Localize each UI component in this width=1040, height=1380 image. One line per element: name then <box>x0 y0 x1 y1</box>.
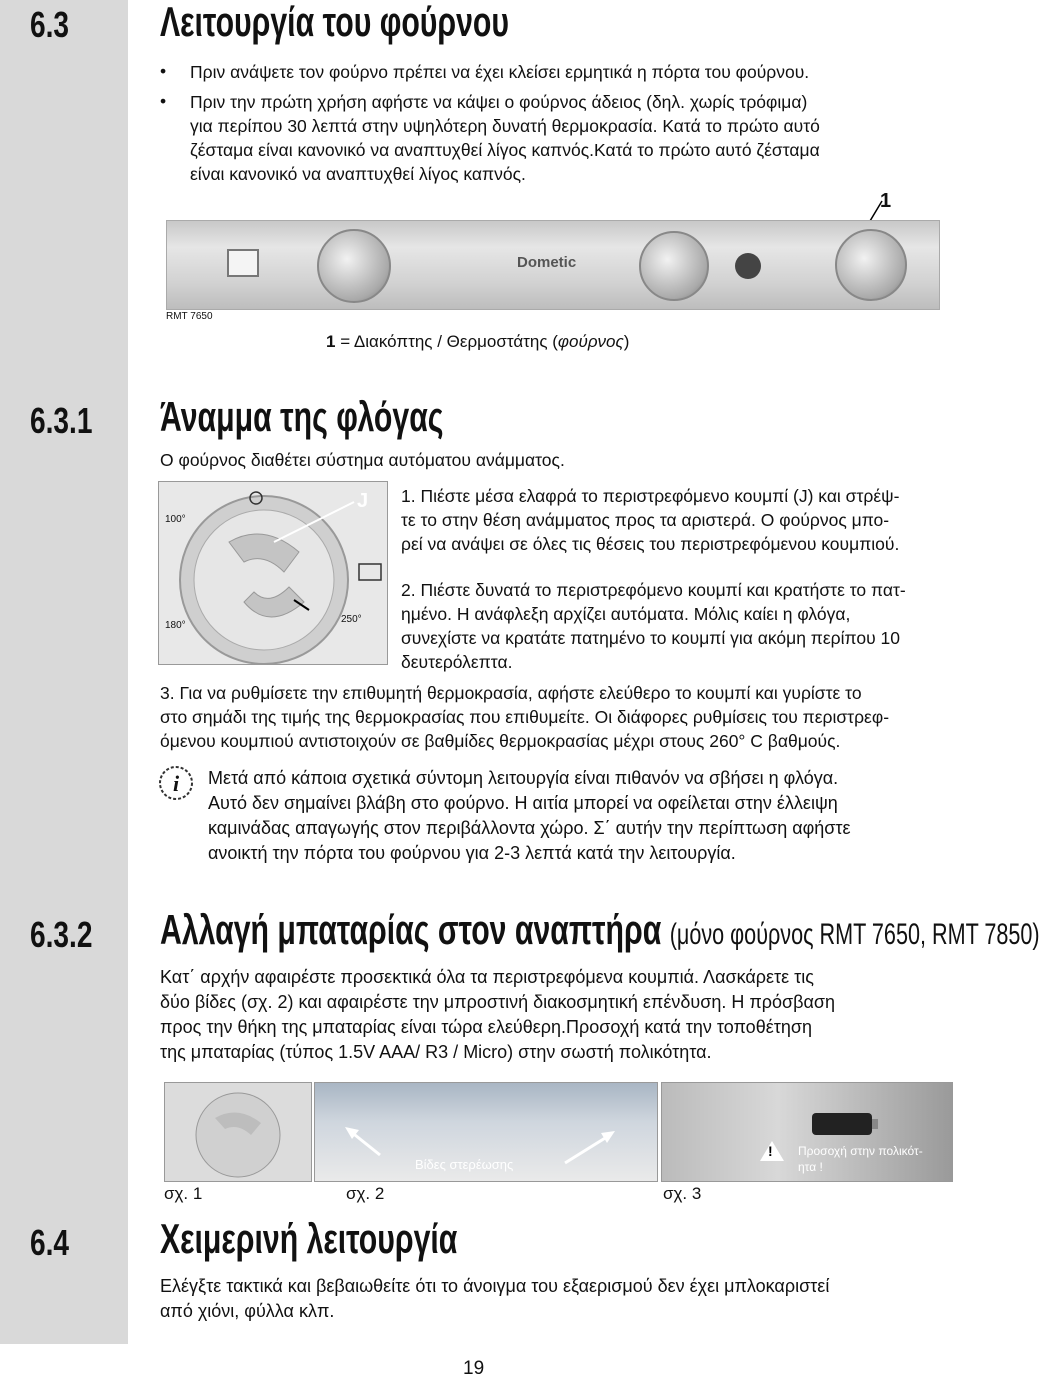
intro-text: Ο φούρνος διαθέτει σύστημα αυτόματου ανάμματος. <box>160 450 565 470</box>
note-text: Αυτό δεν σημαίνει βλάβη στο φούρνο. Η αιτία μπορεί να οφείλεται στην έλλειψη <box>208 793 838 813</box>
body-text: της μπαταρίας (τύπος 1.5V AAA/ R3 / Micro) στην σωστή πολικότητα. <box>160 1042 712 1062</box>
step-text: 2. Πιέστε δυνατά το περιστρεφόμενο κουμπί και κρατήστε το πατ- <box>401 580 906 600</box>
section-number: 6.3 <box>30 4 70 45</box>
temp-180-label: 180° <box>165 620 186 631</box>
control-panel-photo <box>166 220 940 310</box>
section-number: 6.3.2 <box>30 914 93 955</box>
step-text: ημένο. Η ανάφλεξη αρχίζει αυτόματα. Μόλις καίει η φλόγα, <box>401 604 851 624</box>
step-text: τε το στην θέση ανάμματος προς τα αριστερά. Ο φούρνος μπο- <box>401 510 890 530</box>
step-text: 3. Για να ρυθμίσετε την επιθυμητή θερμοκρασία, αφήστε ελεύθερο το κουμπί και γυρίστε το <box>160 683 862 703</box>
bullet-text: για περίπου 30 λεπτά στην υψηλότερη δυνατή θερμοκρασία. Κατά το πρώτο αυτό <box>190 116 820 136</box>
body-text: Ελέγξτε τακτικά και βεβαιωθείτε ότι το άνοιγμα του εξαερισμού δεν έχει μπλοκαριστεί <box>160 1276 830 1296</box>
knob-callout: J <box>357 490 369 512</box>
polarity-warning-line: Προσοχή στην πολικότ- <box>798 1144 923 1158</box>
step-text: συνεχίστε να κρατάτε πατημένο το κουμπί για ακόμη περίπου 10 <box>401 628 900 648</box>
bullet-text: Πριν την πρώτη χρήση αφήστε να κάψει ο φούρνος άδειος (δηλ. χωρίς τρόφιμα) <box>190 92 808 112</box>
screws-label: Βίδες στερέωσης <box>415 1157 514 1172</box>
body-text: Κατ΄ αρχήν αφαιρέστε προσεκτικά όλα τα περιστρεφόμενα κουμπιά. Λασκάρετε τις <box>160 967 814 987</box>
legend-text: = Διακόπτης / Θερμοστάτης ( <box>340 332 558 351</box>
figure-caption: σχ. 2 <box>346 1184 385 1203</box>
svg-text:i: i <box>172 771 180 796</box>
note-text: Μετά από κάποια σχετικά σύντομη λειτουργία είναι πιθανόν να σβήσει η φλόγα. <box>208 768 839 788</box>
body-text: προς την θήκη της μπαταρίας είναι τώρα ελεύθερη.Προσοχή κατά την τοποθέτηση <box>160 1017 812 1037</box>
figure-2-photo <box>314 1082 658 1182</box>
section-title-main: Αλλαγή μπαταρίας στον αναπτήρα <box>160 906 662 953</box>
section-subtitle: (μόνο φούρνος RMT 7650, RMT 7850) <box>669 918 1040 951</box>
legend-number: 1 <box>326 332 336 351</box>
warning-icon: ! <box>768 1143 773 1159</box>
section-number: 6.4 <box>30 1222 70 1263</box>
section-title: Άναμμα της φλόγας <box>160 393 444 440</box>
bullet-dot: • <box>160 91 167 111</box>
figure-1-photo <box>164 1082 312 1182</box>
callout-number: 1 <box>880 190 892 212</box>
knob-illustration <box>165 1083 311 1181</box>
body-text: δύο βίδες (σχ. 2) και αφαιρέστε την μπροστινή διακοσμητική επένδυση. Η πρόσβαση <box>160 992 836 1012</box>
section-sidebar <box>0 0 128 1344</box>
temp-100-label: 100° <box>165 514 186 525</box>
figure-caption: σχ. 3 <box>663 1184 702 1203</box>
step-text: στο σημάδι της τιμής της θερμοκρασίας που επιθυμείτε. Οι διάφορες ρυθμίσεις του περιστρεφ- <box>160 707 890 727</box>
legend-end: ) <box>623 332 630 351</box>
section-number: 6.3.1 <box>30 400 93 441</box>
figure-legend <box>326 330 629 354</box>
body-text: από χιόνι, φύλλα κλπ. <box>160 1301 335 1321</box>
temp-250-label: 250° <box>341 614 362 625</box>
legend-italic: φούρνος <box>557 332 624 351</box>
burner-knob <box>639 231 709 301</box>
brand-logo: Dometic <box>517 254 577 271</box>
bullet-text: είναι κανονικό να αναπτυχθεί λίγος καπνός. <box>190 164 526 184</box>
knob-photo <box>158 481 388 665</box>
section-title <box>160 906 1040 954</box>
knob-illustration <box>159 482 387 664</box>
section-title: Χειμερινή λειτουργία <box>160 1215 458 1262</box>
page-number: 19 <box>463 1358 485 1379</box>
note-text: καμινάδας απαγωγής στον περιβάλλοντα χώρο. Σ΄ αυτήν την περίπτωση αφήστε <box>208 818 851 838</box>
step-text: 1. Πιέστε μέσα ελαφρά το περιστρεφόμενο κουμπί (J) και στρέψ- <box>401 486 900 506</box>
model-label: RMT 7650 <box>166 311 213 322</box>
step-text: δευτερόλεπτα. <box>401 652 513 672</box>
ignition-switch <box>227 249 259 277</box>
burner-knob <box>835 229 907 301</box>
oven-knob <box>317 229 391 303</box>
figure-3-photo <box>661 1082 953 1182</box>
info-icon <box>158 765 194 801</box>
bullet-dot: • <box>160 61 167 81</box>
figure-caption: σχ. 1 <box>164 1184 203 1203</box>
ignition-button <box>735 253 761 279</box>
step-text: ρεί να ανάψει σε όλες τις θέσεις του περιστρεφόμενου κουμπιού. <box>401 534 900 554</box>
polarity-warning <box>798 1143 923 1175</box>
polarity-warning-line: ητα ! <box>798 1160 823 1174</box>
step-text: όμενου κουμπιού αντιστοιχούν σε βαθμίδες θερμοκρασίας μέχρι στους 260° C βαθμούς. <box>160 731 841 751</box>
note-text: ανοικτή την πόρτα του φούρνου για 2-3 λεπτά κατά την λειτουργία. <box>208 843 736 863</box>
section-title: Λειτουργία του φούρνου <box>160 0 510 45</box>
bullet-text: ζέσταμα είναι κανονικό να αναπτυχθεί λίγος καπνός.Κατά το πρώτο αυτό ζέσταμα <box>190 140 820 160</box>
bullet-text: Πριν ανάψετε τον φούρνο πρέπει να έχει κλείσει ερμητικά η πόρτα του φούρνου. <box>190 62 810 82</box>
